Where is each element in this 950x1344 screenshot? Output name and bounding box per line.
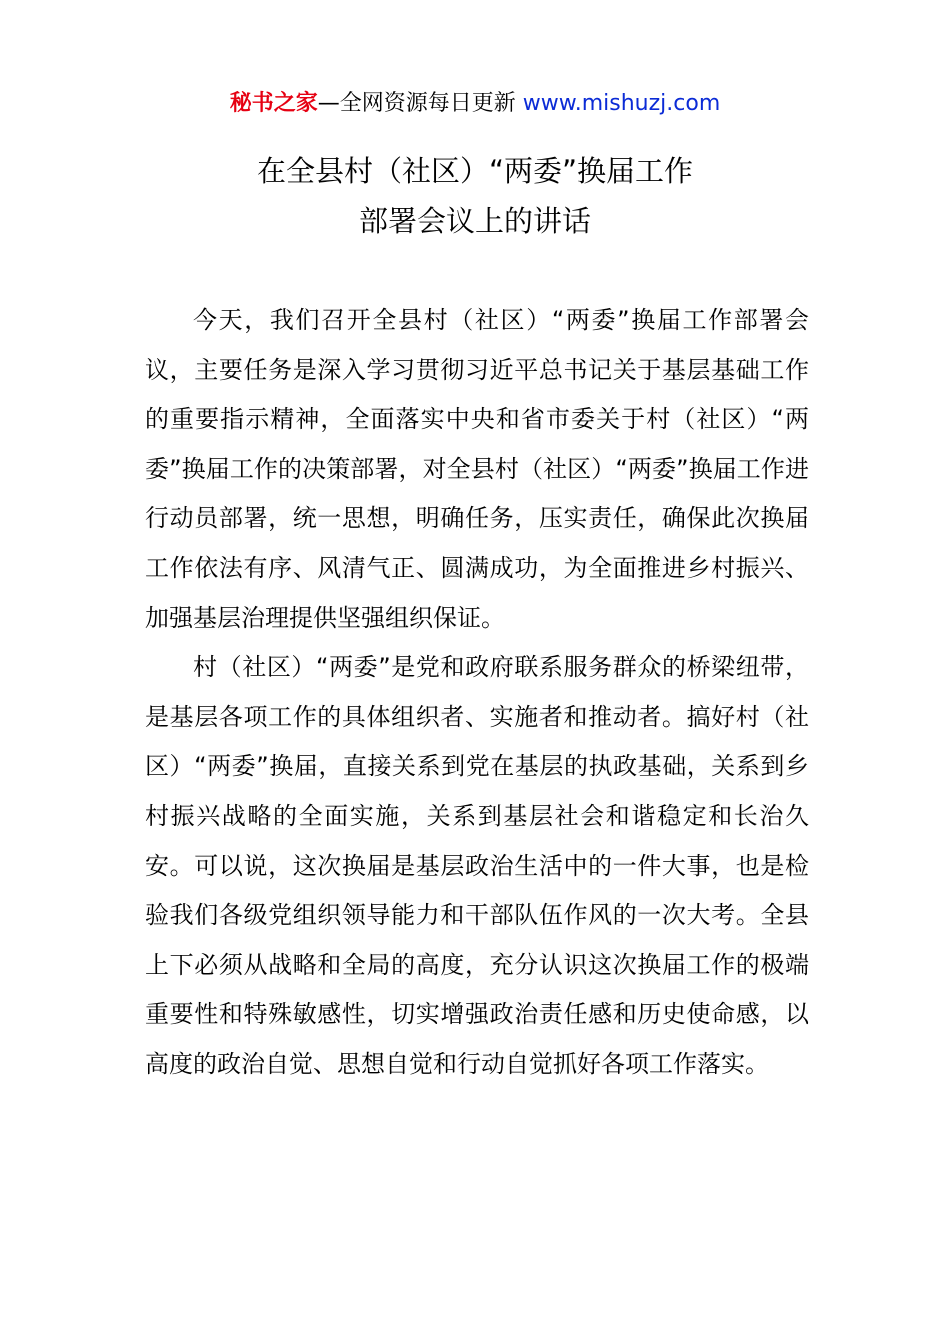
site-tagline: —全网资源每日更新 [317,91,523,116]
title-line-2: 部署会议上的讲话 [358,204,591,238]
paragraph-1: 今天，我们召开全县村（社区）“两委”换届工作部署会议，主要任务是深入学习贯彻习近平总书记关于基层基础工作的重要指示精神，全面落实中央和省市委关于村（社区）“两委”换届工作的决策部署，对全县村（社区）“两委”换届工作进行动员部署，统一思想，明确任务，压实责任，确保此次换届工作依法有序、风清气正、圆满成功，为全面推进乡村振兴、加强基层治理提供坚强组织保证。 [145,306,809,632]
document-title [0,146,950,246]
paragraph-2: 村（社区）“两委”是党和政府联系服务群众的桥梁纽带，是基层各项工作的具体组织者、实施者和推动者。搞好村（社区）“两委”换届，直接关系到党在基层的执政基础，关系到乡村振兴战略的全面实施，关系到基层社会和谐稳定和长治久安。可以说，这次换届是基层政治生活中的一件大事，也是检验我们各级党组织领导能力和干部队伍作风的一次大考。全县上下必须从战略和全局的高度，充分认识这次换届工作的极端重要性和特殊敏感性，切实增强政治责任感和历史使命感，以高度的政治自觉、思想自觉和行动自觉抓好各项工作落实。 [145,653,809,1078]
document-body [145,296,809,1090]
site-url-link[interactable]: www.mishuzj.com [522,91,721,116]
site-name: 秘书之家 [229,91,318,116]
title-line-1: 在全县村（社区）“两委”换届工作 [256,154,694,188]
watermark-header [0,88,950,120]
